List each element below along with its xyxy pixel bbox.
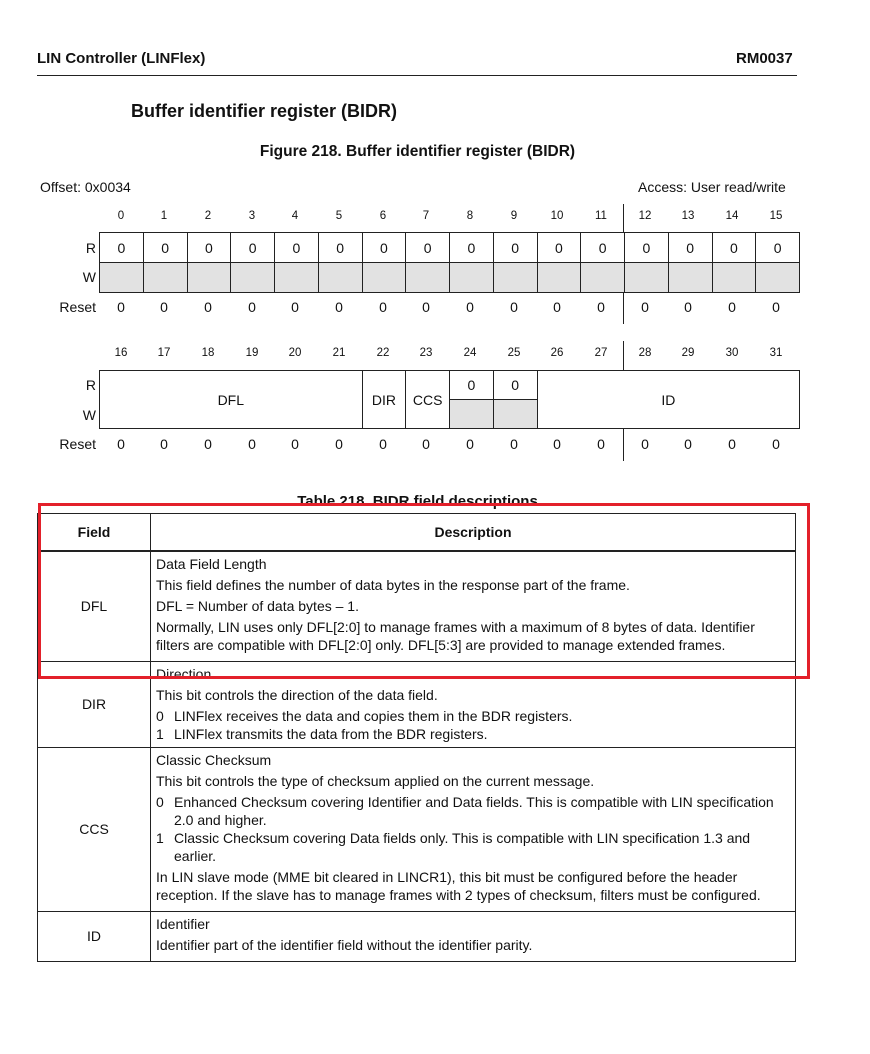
bit-number: 28 xyxy=(638,347,652,359)
reset-value: 0 xyxy=(772,299,780,315)
bit25-read-cell: 0 xyxy=(493,371,537,400)
reset-row-label: Reset xyxy=(59,436,96,452)
id-field-cell: ID xyxy=(537,371,800,429)
bit-number: 20 xyxy=(288,347,302,359)
bit24-read-cell: 0 xyxy=(450,371,494,400)
field-name: CCS xyxy=(38,748,151,912)
write-bit-cell xyxy=(756,263,800,293)
reset-value: 0 xyxy=(204,299,212,315)
write-bit-cell xyxy=(100,263,144,293)
reset-value: 0 xyxy=(422,436,430,452)
reset-value: 0 xyxy=(510,299,518,315)
read-bit-cell: 0 xyxy=(187,233,231,263)
reset-value: 0 xyxy=(684,299,692,315)
reset-value: 0 xyxy=(422,299,430,315)
reset-value: 0 xyxy=(641,299,649,315)
read-bit-cell: 0 xyxy=(450,233,494,263)
table-row-ccs xyxy=(38,748,796,912)
byte-divider-tick xyxy=(623,204,624,232)
reset-value: 0 xyxy=(510,436,518,452)
option-item xyxy=(156,725,790,743)
reset-value: 0 xyxy=(772,436,780,452)
document-id: RM0037 xyxy=(736,50,793,67)
bit-number: 16 xyxy=(114,347,128,359)
reset-value: 0 xyxy=(684,436,692,452)
read-bit-cell: 0 xyxy=(318,233,362,263)
reset-value: 0 xyxy=(117,436,125,452)
bit-number: 13 xyxy=(681,210,695,222)
write-bit-cell xyxy=(143,263,187,293)
reset-row-label: Reset xyxy=(59,299,96,315)
bit-number: 26 xyxy=(550,347,564,359)
section-title: Buffer identifier register (BIDR) xyxy=(131,101,398,121)
bit-number: 2 xyxy=(204,210,212,222)
write-bit-cell xyxy=(231,263,275,293)
description-note: In LIN slave mode (MME bit cleared in LINCR1), this bit must be configured before the header reception. If the slave has to manage frames with 2 types of checksum, filters must be configured. xyxy=(156,869,761,903)
reset-value: 0 xyxy=(728,436,736,452)
bit-number: 24 xyxy=(463,347,477,359)
option-text: Enhanced Checksum covering Identifier and Data fields. This is compatible with LIN specification 2.0 and higher. xyxy=(174,794,774,828)
bit-number: 31 xyxy=(769,347,783,359)
table-row-id xyxy=(38,912,796,962)
highlight-box xyxy=(38,503,810,679)
reset-value: 0 xyxy=(335,436,343,452)
option-text: LINFlex receives the data and copies them in the BDR registers. xyxy=(174,708,573,724)
write-bit-cell xyxy=(187,263,231,293)
reset-value: 0 xyxy=(553,436,561,452)
bit-number: 14 xyxy=(725,210,739,222)
read-bit-cell: 0 xyxy=(625,233,669,263)
byte-divider-tick xyxy=(623,292,624,324)
bit-number: 10 xyxy=(550,210,564,222)
reset-value: 0 xyxy=(466,299,474,315)
reset-value: 0 xyxy=(597,299,605,315)
write-bit-cell xyxy=(406,263,450,293)
write-bit-cell xyxy=(450,263,494,293)
bit-number: 15 xyxy=(769,210,783,222)
write-bit-cell xyxy=(668,263,712,293)
bit-number: 7 xyxy=(422,210,430,222)
dfl-field-cell: DFL xyxy=(100,371,363,429)
option-value: 1 xyxy=(156,726,164,742)
bit-number: 11 xyxy=(595,210,607,222)
reset-value: 0 xyxy=(641,436,649,452)
byte-divider-tick xyxy=(623,429,624,461)
bit-number: 6 xyxy=(379,210,387,222)
register-row2-grid xyxy=(99,370,800,429)
reset-value: 0 xyxy=(728,299,736,315)
reset-value: 0 xyxy=(117,299,125,315)
write-bit-cell xyxy=(318,263,362,293)
bit-number: 27 xyxy=(594,347,608,359)
reset-value: 0 xyxy=(466,436,474,452)
write-row-label: W xyxy=(82,269,96,285)
reset-value: 0 xyxy=(379,299,387,315)
reset-value: 0 xyxy=(335,299,343,315)
write-row xyxy=(100,263,800,293)
write-bit-cell xyxy=(625,263,669,293)
table-title: Table 218. BIDR field descriptions xyxy=(297,493,538,510)
read-bit-cell: 0 xyxy=(537,233,581,263)
reset-value: 0 xyxy=(204,436,212,452)
bit-number: 4 xyxy=(291,210,299,222)
chapter-title: LIN Controller (LINFlex) xyxy=(37,50,206,67)
reset-value: 0 xyxy=(248,436,256,452)
bit-number: 5 xyxy=(335,210,343,222)
read-bit-cell: 0 xyxy=(668,233,712,263)
option-item xyxy=(156,793,790,829)
bit-number: 23 xyxy=(419,347,433,359)
register-offset: Offset: 0x0034 xyxy=(40,179,131,195)
description-title: Classic Checksum xyxy=(156,752,272,768)
read-bit-cell: 0 xyxy=(143,233,187,263)
read-row xyxy=(100,233,800,263)
read-bit-cell: 0 xyxy=(712,233,756,263)
description-text: Normally, LIN uses only DFL[2:0] to manage frames with a maximum of 8 bytes of data. Identifier filters are compatible with DFL[2:0] only. DFL[5:3] are provided to manage extended frames. xyxy=(156,619,755,653)
register-row1-grid xyxy=(99,232,800,293)
reset-value: 0 xyxy=(291,299,299,315)
read-bit-cell: 0 xyxy=(362,233,406,263)
bit-number: 18 xyxy=(201,347,215,359)
field-column-header: Field xyxy=(38,514,151,552)
field-description xyxy=(151,912,796,962)
bit-number: 21 xyxy=(332,347,346,359)
reset-value: 0 xyxy=(160,299,168,315)
description-title: Direction xyxy=(156,666,212,682)
read-bit-cell: 0 xyxy=(100,233,144,263)
bit-number: 22 xyxy=(376,347,390,359)
ccs-field-cell: CCS xyxy=(406,371,450,429)
bit-number: 12 xyxy=(638,210,652,222)
description-title: Identifier xyxy=(156,916,210,932)
bit-number: 19 xyxy=(245,347,259,359)
field-name: DFL xyxy=(38,551,151,662)
reset-value: 0 xyxy=(160,436,168,452)
bit-number: 0 xyxy=(117,210,125,222)
description-column-header: Description xyxy=(151,514,796,552)
description-text: DFL = Number of data bytes – 1. xyxy=(156,598,359,614)
bit-number: 17 xyxy=(157,347,171,359)
write-bit-cell xyxy=(493,263,537,293)
dir-field-cell: DIR xyxy=(362,371,406,429)
description-text: Identifier part of the identifier field without the identifier parity. xyxy=(156,937,533,953)
option-value: 0 xyxy=(156,794,164,810)
write-row-label: W xyxy=(82,407,96,423)
bit-number: 9 xyxy=(510,210,518,222)
read-bit-cell: 0 xyxy=(756,233,800,263)
description-text: This bit controls the type of checksum applied on the current message. xyxy=(156,773,595,789)
description-text: This bit controls the direction of the data field. xyxy=(156,687,438,703)
read-bit-cell: 0 xyxy=(275,233,319,263)
read-bit-cell: 0 xyxy=(406,233,450,263)
read-row-label: R xyxy=(85,377,96,393)
option-text: LINFlex transmits the data from the BDR registers. xyxy=(174,726,488,742)
write-bit-cell xyxy=(581,263,625,293)
read-bit-cell: 0 xyxy=(581,233,625,263)
description-text: This field defines the number of data bytes in the response part of the frame. xyxy=(156,577,630,593)
read-row-label: R xyxy=(85,240,96,256)
bit24-write-cell xyxy=(450,400,494,429)
bit-number: 8 xyxy=(466,210,474,222)
option-item xyxy=(156,707,790,725)
field-name: ID xyxy=(38,912,151,962)
reset-value: 0 xyxy=(553,299,561,315)
option-text: Classic Checksum covering Data fields only. This is compatible with LIN specification 1.3 and earlier. xyxy=(174,830,751,864)
register-access: Access: User read/write xyxy=(638,179,786,195)
bit-number: 30 xyxy=(725,347,739,359)
reset-value: 0 xyxy=(248,299,256,315)
bit-number: 3 xyxy=(248,210,256,222)
option-item xyxy=(156,829,790,865)
option-value: 0 xyxy=(156,708,164,724)
byte-divider-tick xyxy=(623,341,624,370)
write-bit-cell xyxy=(537,263,581,293)
write-bit-cell xyxy=(712,263,756,293)
field-description xyxy=(151,748,796,912)
bit-number: 29 xyxy=(681,347,695,359)
bit25-write-cell xyxy=(493,400,537,429)
bit-number: 1 xyxy=(160,210,168,222)
reset-value: 0 xyxy=(291,436,299,452)
header-divider xyxy=(37,75,797,76)
figure-title: Figure 218. Buffer identifier register (BIDR) xyxy=(259,143,576,160)
read-bit-cell: 0 xyxy=(231,233,275,263)
field-name: DIR xyxy=(38,662,151,748)
bit-number: 25 xyxy=(507,347,521,359)
option-value: 1 xyxy=(156,830,164,846)
description-title: Data Field Length xyxy=(156,556,267,572)
reset-value: 0 xyxy=(597,436,605,452)
write-bit-cell xyxy=(275,263,319,293)
reset-value: 0 xyxy=(379,436,387,452)
read-bit-cell: 0 xyxy=(493,233,537,263)
write-bit-cell xyxy=(362,263,406,293)
